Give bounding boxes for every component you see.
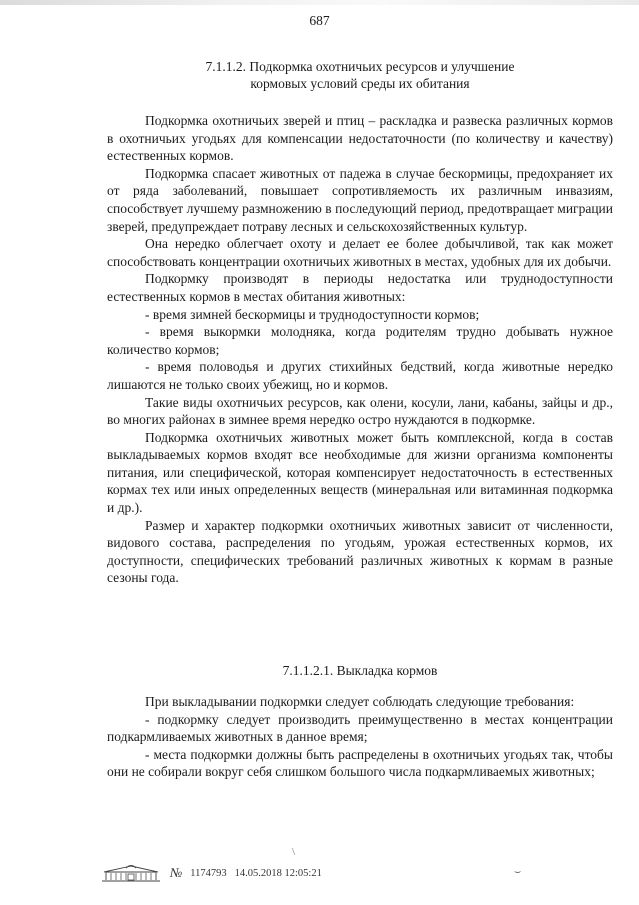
section-heading (150, 58, 570, 92)
list-item: - время половодья и других стихийных бедствий, когда животные нередко лишаются не только своих убежищ, но и кормов. (107, 359, 613, 392)
building-logo-icon (100, 863, 162, 883)
paragraph: Подкормка спасает животных от падежа в случае бескормицы, предохраняет их от ряда заболеваний, повышает сопротивляемость их различным инвазиям, способствует лучшему размножению в последующий период, предотвращает миграции зверей, предупреждает потраву лесных и сельскохозяйственных культур. (107, 165, 613, 234)
page-number: 687 (309, 13, 330, 28)
list-item: - подкормку следует производить преимущественно в местах концентрации подкармливаемых животных в данное время; (107, 711, 613, 745)
paragraph: Такие виды охотничьих ресурсов, как олени, косули, лани, кабаны, зайцы и др., во многих районах в зимнее время нередко остро нуждаются в подкормке. (107, 394, 613, 428)
number-sign: № (170, 865, 183, 880)
paragraph: Подкормка охотничьих животных может быть комплексной, когда в состав выкладываемых кормов входят все необходимые для жизни организма компоненты питания, или специфической, которая компенсирует недостаточность в естественных кормах тех или иных определенных веществ (минеральная или витаминная подкормка и др.). (107, 429, 613, 516)
section-heading-line-1: 7.1.1.2. Подкормка охотничьих ресурсов и улучшение (205, 59, 515, 74)
scan-edge-artifact (0, 0, 639, 5)
scan-mark: ⌣ (514, 866, 522, 878)
subsection-heading: 7.1.1.2.1. Выкладка кормов (282, 663, 438, 678)
section-body (107, 112, 613, 587)
registration-datetime: 14.05.2018 12:05:21 (234, 867, 322, 879)
document-number: 1174793 (190, 867, 227, 879)
registration-stamp (100, 862, 322, 884)
paragraph: При выкладывании подкормки следует соблюдать следующие требования: (145, 694, 575, 709)
paragraph: Размер и характер подкормки охотничьих животных зависит от численности, видового состава, распределения по угодьям, урожая естественных кормов, их доступности, специфических требований различных животных к кормам в разные сезоны года. (107, 517, 613, 586)
paragraph: Она нередко облегчает охоту и делает ее более добычливой, так как может способствовать концентрации охотничьих животных в местах, удобных для их добычи. (107, 236, 613, 269)
list-item: - время зимней бескормицы и труднодоступности кормов; (145, 306, 480, 322)
list-item: - места подкормки должны быть распределены в охотничьих угодьях так, чтобы они не собирали вокруг себя слишком большого числа подкармливаемых животных; (107, 746, 613, 780)
paragraph: Подкормку производят в периоды недостатка или труднодоступности естественных кормов в местах обитания животных: (107, 271, 613, 304)
section-heading-line-2: кормовых условий среды их обитания (250, 76, 470, 91)
paragraph: Подкормка охотничьих зверей и птиц – раскладка и развеска различных кормов в охотничьих угодьях для компенсации недостаточности (по количеству и качеству) естественных кормов. (107, 113, 613, 164)
list-item: - время выкормки молодняка, когда родителям трудно добывать нужное количество кормов; (107, 324, 613, 357)
subsection-body (107, 693, 613, 781)
scan-mark: \ (292, 846, 296, 858)
